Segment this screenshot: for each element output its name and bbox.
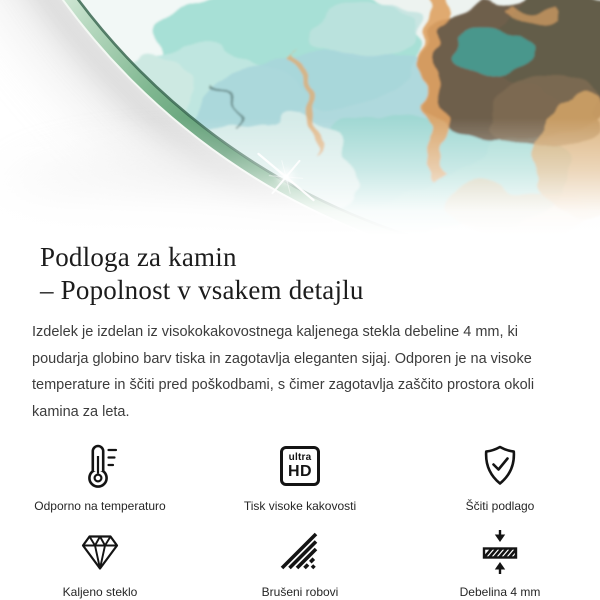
- thickness-icon: [476, 527, 524, 577]
- feature-item-tempered-glass: [25, 527, 175, 599]
- feature-item-thickness: [425, 527, 575, 599]
- glass-panel-illustration: [0, 0, 600, 235]
- polished-edges-icon: [276, 527, 324, 577]
- product-image: [0, 0, 600, 235]
- feature-label: Ščiti podlago: [465, 499, 535, 513]
- shield-check-icon: [476, 441, 524, 491]
- feature-item-print-quality: [225, 441, 375, 513]
- ultra-hd-top-text: ultra: [288, 451, 312, 463]
- ultra-hd-icon: [280, 441, 320, 491]
- page-title: [40, 241, 572, 307]
- feature-item-protection: [425, 441, 575, 513]
- diamond-icon: [76, 527, 124, 577]
- page-title-line1: Podloga za kamin: [40, 242, 237, 272]
- page-title-line2: – Popolnost v vsakem detajlu: [40, 275, 364, 305]
- photo-bottom-fade: [0, 118, 600, 235]
- feature-label: Kaljeno steklo: [62, 585, 138, 599]
- product-description: Izdelek je izdelan iz visokokakovostnega kaljenega stekla debeline 4 mm, ki poudarja globino barv tiska in zagotavlja eleganten sijaj. Odporen je na visoke temperature in ščiti pred poškodbami, s čimer zagotavlja zaščito prostora okoli kamina za leta.: [32, 324, 535, 420]
- feature-grid: [0, 441, 600, 599]
- feature-label: Tisk visoke kakovosti: [243, 499, 357, 513]
- feature-label: Brušeni robovi: [261, 585, 339, 599]
- product-copy: [0, 235, 600, 425]
- thermometer-icon: [76, 441, 124, 491]
- feature-label: Debelina 4 mm: [459, 585, 541, 599]
- feature-item-temperature: [25, 441, 175, 513]
- feature-label: Odporno na temperaturo: [34, 499, 166, 513]
- feature-item-polished-edges: [225, 527, 375, 599]
- ultra-hd-bottom-text: HD: [287, 462, 313, 480]
